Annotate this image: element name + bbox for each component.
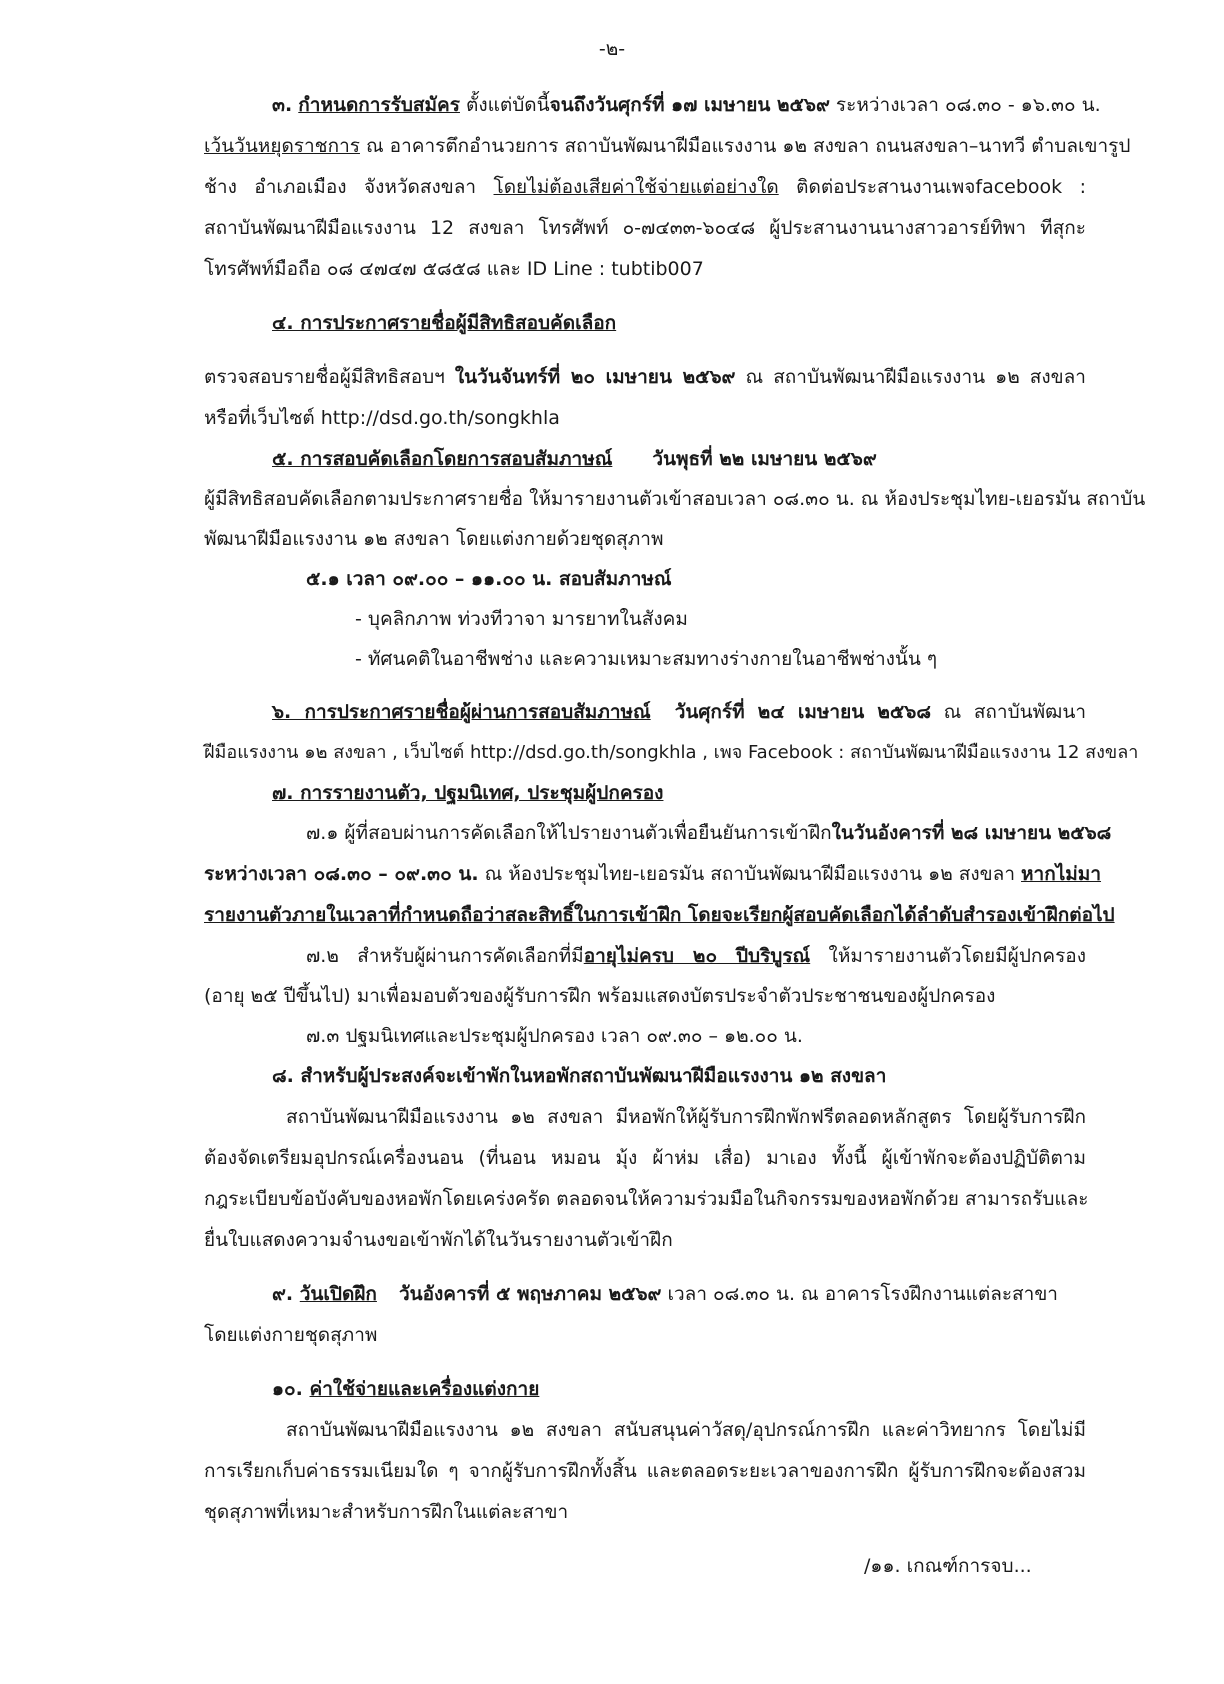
s5-line-2: พัฒนาฝีมือแรงงาน ๑๒ สงขลา โดยแต่งกายด้วยชุดสุภาพ [204, 528, 664, 550]
s8-heading: ๘. สำหรับผู้ประสงค์จะเข้าพักในหอพักสถาบันพัฒนาฝีมือแรงงาน ๑๒ สงขลา [272, 1065, 887, 1087]
s7-1-text: ๗.๑ ผู้ที่สอบผ่านการคัดเลือกให้ไปรายงานตัวเพื่อยืนยันการเข้าฝึก [306, 822, 832, 844]
s7-2-text-cont: ให้มารายงานตัวโดยมีผู้ปกครอง [810, 945, 1086, 967]
s8-line-4: ยื่นใบแสดงความจำนงขอเข้าพักได้ในวันรายงานตัวเข้าฝึก [204, 1229, 673, 1251]
s9-number: ๙. [272, 1283, 300, 1305]
s4-text: ตรวจสอบรายชื่อผู้มีสิทธิสอบฯ [204, 366, 455, 388]
s6-heading: ๖. การประกาศรายชื่อผู้ผ่านการสอบสัมภาษณ์ [272, 701, 651, 723]
s9-line-1 [272, 1281, 1058, 1307]
s7-para-4 [306, 943, 1086, 969]
s3-location-cont: ช้าง อำเภอเมือง จังหวัดสงขลา [204, 176, 494, 198]
s7-1-warning: หากไม่มา [1021, 863, 1102, 885]
s4-date: ในวันจันทร์ที่ ๒๐ เมษายน ๒๕๖๙ [454, 366, 736, 388]
s7-para-3: รายงานตัวภายในเวลาที่กำหนดถือว่าสละสิทธิ์ในการเข้าฝึก โดยจะเรียกผู้สอบคัดเลือกได้ลำดับสำรองเข้าฝึกต่อไป [204, 904, 1115, 926]
s10-number: ๑๐. [272, 1378, 310, 1400]
s7-para-5: (อายุ ๒๕ ปีขึ้นไป) มาเพื่อมอบตัวของผู้รับการฝึก พร้อมแสดงบัตรประจำตัวประชาชนของผู้ปกครอง [204, 985, 996, 1007]
s3-line-5: โทรศัพท์มือถือ ๐๘ ๔๗๔๗ ๕๘๕๘ และ ID Line : tubtib007 [204, 258, 704, 280]
s7-1-location: ณ ห้องประชุมไทย-เยอรมัน สถาบันพัฒนาฝีมือแรงงาน ๑๒ สงขลา [478, 863, 1022, 885]
s5-heading-line [272, 446, 877, 472]
s6-location: ณ สถาบันพัฒนา [931, 701, 1086, 723]
s3-deadline: จนถึงวันศุกร์ที่ ๑๗ เมษายน ๒๕๖๙ [549, 94, 830, 116]
s8-line-2: ต้องจัดเตรียมอุปกรณ์เครื่องนอน (ที่นอน หมอน มุ้ง ผ้าห่ม เสื่อ) มาเอง ทั้งนี้ ผู้เข้าพักจะต้องปฏิบัติตาม [204, 1147, 1086, 1169]
s7-para-2 [204, 861, 1102, 887]
s5-bullet-2: - ทัศนคติในอาชีพช่าง และความเหมาะสมทางร่างกายในอาชีพช่างนั้น ๆ [355, 648, 938, 670]
s7-1-time: ระหว่างเวลา ๐๘.๓๐ – ๐๙.๓๐ น. [204, 863, 479, 885]
s3-number: ๓. [272, 94, 293, 116]
s4-heading: ๔. การประกาศรายชื่อผู้มีสิทธิสอบคัดเลือก [272, 312, 617, 334]
s3-time: ระหว่างเวลา ๐๘.๓๐ - ๑๖.๓๐ น. [829, 94, 1101, 116]
s9-heading: วันเปิดฝึก [299, 1283, 377, 1305]
s7-2-text: ๗.๒ สำหรับผู้ผ่านการคัดเลือกที่มี [306, 945, 584, 967]
s4-line-2: หรือที่เว็บไซต์ http://dsd.go.th/songkhla [204, 407, 560, 429]
s3-location: ณ อาคารตึกอำนวยการ สถาบันพัฒนาฝีมือแรงงาน ๑๒ สงขลา ถนนสงขลา–นาทวี ตำบลเขารูป [359, 135, 1131, 157]
s3-holiday-note: เว้นวันหยุดราชการ [204, 135, 360, 157]
s10-line-2: การเรียกเก็บค่าธรรมเนียมใด ๆ จากผู้รับการฝึกทั้งสิ้น และตลอดระยะเวลาของการฝึก ผู้รับการฝึกจะต้องสวม [204, 1460, 1086, 1482]
continuation-note: /๑๑. เกณฑ์การจบ... [864, 1555, 1032, 1577]
s3-line-4: สถาบันพัฒนาฝีมือแรงงาน 12 สงขลา โทรศัพท์ ๐-๗๔๓๓-๖๐๔๘ ผู้ประสานงานนางสาวอารย์ทิพา ทีสุกะ [204, 217, 1086, 239]
s10-heading: ค่าใช้จ่ายและเครื่องแต่งกาย [309, 1378, 540, 1400]
s9-detail: เวลา ๐๘.๓๐ น. ณ อาคารโรงฝึกงานแต่ละสาขา [661, 1283, 1058, 1305]
s6-line-2: ฝีมือแรงงาน ๑๒ สงขลา , เว็บไซต์ http://dsd.go.th/songkhla , เพจ Facebook : สถาบันพัฒนาฝีมือแรงงาน 12 สงขลา [204, 742, 1139, 763]
s9-line-2: โดยแต่งกายชุดสุภาพ [204, 1324, 378, 1346]
s5-date: วันพุธที่ ๒๒ เมษายน ๒๕๖๙ [652, 448, 877, 470]
s5-line-1: ผู้มีสิทธิสอบคัดเลือกตามประกาศรายชื่อ ให้มารายงานตัวเข้าสอบเวลา ๐๘.๓๐ น. ณ ห้องประชุมไทย-เยอรมัน สถาบัน [204, 488, 1146, 510]
s5-sub-1: ๕.๑ เวลา ๐๙.๐๐ – ๑๑.๐๐ น. สอบสัมภาษณ์ [306, 568, 672, 590]
s7-para-1 [306, 820, 1112, 846]
s5-bullet-1: - บุคลิกภาพ ท่วงทีวาจา มารยาทในสังคม [355, 608, 688, 630]
s7-para-6: ๗.๓ ปฐมนิเทศและประชุมผู้ปกครอง เวลา ๐๙.๓๐ – ๑๒.๐๐ น. [306, 1025, 803, 1047]
s8-line-3: กฎระเบียบข้อบังคับของหอพักโดยเคร่งครัด ตลอดจนให้ความร่วมมือในกิจกรรมของหอพักด้วย สามารถรับและ [204, 1188, 1089, 1210]
s6-heading-line [272, 699, 1086, 725]
s4-line-1 [204, 364, 1086, 390]
s3-line-1 [272, 92, 1101, 118]
s10-line-3: ชุดสุภาพที่เหมาะสำหรับการฝึกในแต่ละสาขา [204, 1501, 569, 1523]
s7-1-date: ในวันอังคารที่ ๒๘ เมษายน ๒๕๖๘ [831, 822, 1112, 844]
s3-line-2 [204, 133, 1131, 159]
s4-location: ณ สถาบันพัฒนาฝีมือแรงงาน ๑๒ สงขลา [735, 366, 1086, 388]
s3-contact: ติดต่อประสานงานเพจfacebook : [778, 176, 1087, 198]
s7-heading: ๗. การรายงานตัว, ปฐมนิเทศ, ประชุมผู้ปกครอง [272, 782, 664, 804]
s5-heading: ๕. การสอบคัดเลือกโดยการสอบสัมภาษณ์ [272, 448, 613, 470]
s8-line-1: สถาบันพัฒนาฝีมือแรงงาน ๑๒ สงขลา มีหอพักให้ผู้รับการฝึกพักฟรีตลอดหลักสูตร โดยผู้รับการฝึก [286, 1106, 1086, 1128]
page-number: -๒- [598, 38, 626, 60]
s3-line-3 [204, 174, 1086, 200]
s10-heading-line [272, 1376, 539, 1402]
s10-line-1: สถาบันพัฒนาฝีมือแรงงาน ๑๒ สงขลา สนับสนุนค่าวัสดุ/อุปกรณ์การฝึก และค่าวิทยากร โดยไม่มี [286, 1419, 1086, 1441]
s9-date: วันอังคารที่ ๕ พฤษภาคม ๒๕๖๙ [398, 1283, 662, 1305]
s6-date: วันศุกร์ที่ ๒๔ เมษายน ๒๕๖๘ [674, 701, 932, 723]
s3-heading: กำหนดการรับสมัคร [298, 94, 460, 116]
s3-text: ตั้งแต่บัดนี้ [459, 94, 550, 116]
s7-2-age: อายุไม่ครบ ๒๐ ปีบริบูรณ์ [583, 945, 811, 967]
s3-free-note: โดยไม่ต้องเสียค่าใช้จ่ายแต่อย่างใด [493, 176, 779, 198]
